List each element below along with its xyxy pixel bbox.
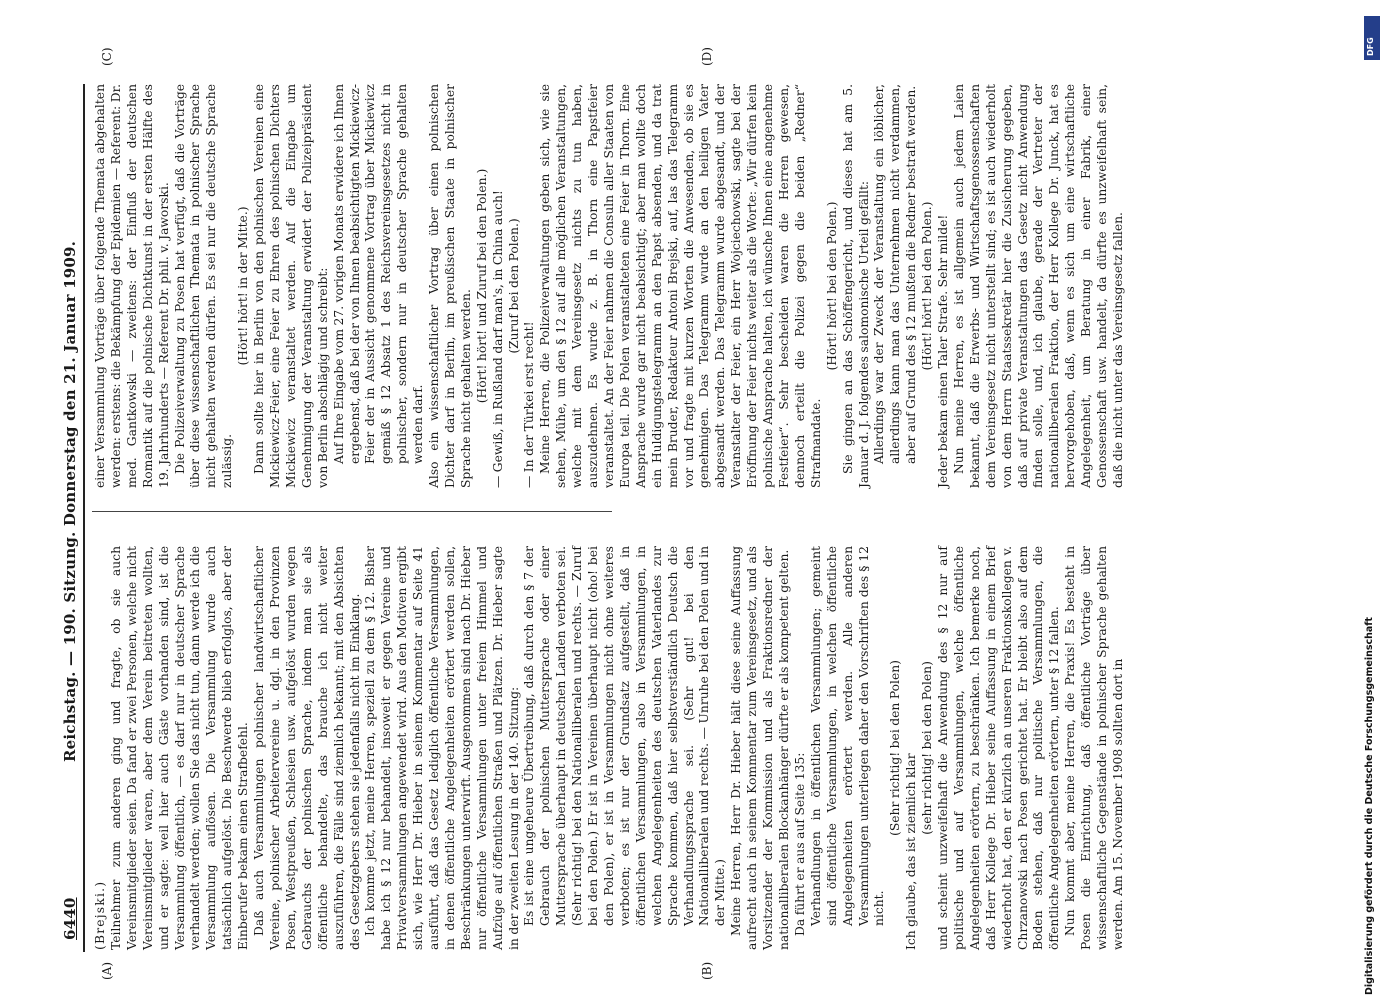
- paragraph: Teilnehmer zum anderen ging und fragte, ob sie auch Vereinsmitglieder seien. Da fand er zwei Personen, welche nicht Vereinsmitglieder waren, aber dem Verein beitreten wollten, und er sagte: weil hier auch Gäste vorhanden sind, ist die Versammlung öffentlich, — es darf nur in deutscher Sprache verhandelt werden; wollen Sie das nicht tun, dann werde ich die Versammlung auflösen. Die Versammlung wurde auch tatsächlich aufgelöst. Die Beschwerde blieb erfolglos, aber der Einberufer bekam einen Strafbefehl.: [108, 546, 251, 950]
- page-title: Reichstag. — 190. Sitzung. Donnerstag den 21. Januar 1909.: [61, 240, 79, 762]
- margin-mark-c: (C): [100, 47, 114, 66]
- margin-mark-d: (D): [700, 47, 714, 66]
- paragraph: Meine Herren, Herr Dr. Hieber hält diese seine Auffassung aufrecht auch in seinem Kommentar zum Vereinsgesetz, und als Vorsitzender der Kommission und als Fraktionsredner der nationalliberalen Blockanhänger dürfte er als kompetent gelten.: [729, 546, 791, 950]
- paragraph: — In der Türkei erst recht!: [522, 321, 537, 488]
- paragraph: Ich glaube, das ist ziemlich klar: [904, 753, 919, 950]
- interjection: (Hört! hört! und Zuruf bei den Polen.): [474, 168, 489, 404]
- paragraph: Nun meine Herren, es ist allgemein auch jedem Laien bekannt, daß die Erwerbs- und Wirtschaftsgenossenschaften dem Vereinsgesetz nicht unterstellt sind; es ist auch wiederholt von dem Herrn Staatssekretär hier die Zusicherung gegeben, daß auf private Veranstaltungen das Gesetz nicht Anwendung finden solle, und, ich glaube, gerade der Vertreter der nationalliberalen Fraktion, der Herr Kollege Dr. Junck, hat es hervorgehoben, daß, wenn es sich um eine wirtschaftliche Angelegenheit, um Beratung in einer Fabrik, einer Genossenschaft usw. handelt, da dürfte es unzweifelhaft sein, daß die nicht unter das Vereinsgesetz fallen.: [951, 84, 1125, 488]
- paragraph: Dann sollte hier in Berlin von den polnischen Vereinen eine Mickiewicz-Feier, eine Feier zu Ehren des polnischen Dichters Mickiewicz veranstaltet werden. Auf die Eingabe um Genehmigung der Veranstaltung erwidert der Polizeipräsident von Berlin abschlägig und schreibt:: [252, 84, 330, 488]
- paragraph: einer Versammlung Vorträge über folgende Themata abgehalten werden: erstens: die Bekämpfung der Epidemien — Referent: Dr. med. Gantkowski — zweitens: der Einfluß der deutschen Romantik auf die polnische Dichtkunst in der ersten Hälfte des 19. Jahrhunderts — Referent Dr. phil. v. Jaworski.: [93, 84, 171, 488]
- paragraph: Sie gingen an das Schöffengericht, und dieses hat am 5. Januar d. J. folgendes salomonische Urteil gefällt:: [840, 84, 871, 488]
- interjection: (Hört! hört! bei den Polen.): [824, 201, 839, 371]
- paragraph: Verhandlungen in öffentlichen Versammlungen; gemeint sind öffentliche Versammlungen, in welchen öffentliche Angelegenheiten erörtert werden. Alle anderen Versammlungen unterliegen daher den Vorschriften des § 12 nicht.: [808, 546, 887, 926]
- interjection: (Hört! hört! in der Mitte.): [236, 206, 251, 366]
- interjection: (Zuruf bei den Polen.): [506, 218, 521, 354]
- paragraph: Also ein wissenschaftlicher Vortrag über einen polnischen Dichter darf in Berlin, im preußischen Staate in polnischer Sprache nicht gehalten werden.: [427, 84, 473, 488]
- paragraph: Daß auch Versammlungen polnischer landwirtschaftlicher Vereine, polnischer Arbeitervereine u. dgl. in den Provinzen Posen, Westpreußen, Schlesien usw. aufgelöst wurden wegen Gebrauchs der polnischen Sprache, indem man sie als öffentliche behandelte, das brauche ich nicht weiter auszuführen, die Fälle sind ziemlich bekannt; mit den Absichten des Gesetzgebers stehen sie jedenfalls nicht im Einklang.: [252, 546, 362, 950]
- header-rule: [83, 84, 85, 952]
- paragraph: Jeder bekam einen Taler Strafe. Sehr milde!: [936, 214, 951, 488]
- margin-mark-a: (A): [100, 961, 114, 980]
- left-column: [93, 546, 1127, 950]
- interjection: (sehr richtig! bei den Polen): [920, 661, 935, 835]
- paragraph: Nun kommt aber, meine Herren, die Praxis! Es besteht in Posen die Einrichtung, daß öffentliche Vorträge über wissenschaftliche Gegenstände in polnischer Sprache gehalten werden. Am 15. November 1908 sollten dort in: [1063, 546, 1125, 950]
- paragraph: und scheint unzweifelhaft die Anwendung des § 12 nur auf politische und auf Versammlungen, welche öffentliche Angelegenheiten erörtern, zu beschränken. Ich bemerke noch, daß Herr Kollege Dr. Hieber seine Auffassung in einem Brief wiederholt hat, den er kürzlich an unseren Fraktionskollegen v. Chrzanowski nach Posen gerichtet hat. Er bleibt also auf dem Boden stehen, daß nur politische Versammlungen, die öffentliche Angelegenheiten erörtern, unter § 12 fallen.: [936, 546, 1062, 950]
- digitization-sidebar: [1361, 10, 1383, 1000]
- paragraph: Ich komme jetzt, meine Herren, speziell zu dem § 12. Bisher habe ich § 12 nur behandelt, insoweit er gegen Vereine und Privatversammlungen angewendet wird. Aus den Motiven ergibt sich, wie Herr Dr. Hieber in seinem Kommentar auf Seite 41 ausführt, daß das Gesetz lediglich öffentliche Versammlungen, in denen öffentliche Angelegenheiten erörtert werden sollen, Beschränkungen unterwirft. Ausgenommen sind nach Dr. Hieber nur öffentliche Versammlungen unter freiem Himmel und Aufzüge auf öffentlichen Straßen und Plätzen. Dr. Hieber sagte in der zweiten Lesung in der 140. Sitzung:: [363, 546, 521, 950]
- right-column: [93, 84, 1127, 488]
- paragraph: Allerdings war der Zweck der Veranstaltung ein löblicher, allerdings kann man das Unternehmen nicht verdammen, aber auf Grund des § 12 mußten die Redner bestraft werden.: [872, 84, 919, 464]
- interjection: (Sehr richtig! bei den Polen): [888, 660, 903, 836]
- digitization-note: Digitalisierung gefördert durch die Deutsche Forschungsgemeinschaft: [1364, 617, 1375, 995]
- column-divider: [92, 511, 612, 512]
- paragraph: Es ist eine ungeheure Übertreibung, daß durch den § 7 der Gebrauch der polnischen Muttersprache oder einer Muttersprache überhaupt in deutschen Landen verboten sei. (Sehr richtig! bei den Nationalliberalen und rechts. — Zuruf bei den Polen.) Er ist in Vereinen überhaupt nicht (oho! bei den Polen), er ist in Versammlungen nicht ohne weiteres verboten; es ist nur der Grundsatz aufgestellt, daß in öffentlichen Versammlungen, also in Versammlungen, in welchen Angelegenheiten des deutschen Vaterlandes zur Sprache kommen, daß hier selbstverständlich Deutsch die Verhandlungssprache sei. (Sehr gut! bei den Nationalliberalen und rechts. — Unruhe bei den Polen und in der Mitte.): [522, 546, 728, 926]
- paragraph: Meine Herren, die Polizeiverwaltungen geben sich, wie sie sehen, Mühe, um den § 12 auf alle möglichen Veranstaltungen, welche mit dem Vereinsgesetz nichts zu tun haben, auszudehnen. Es wurde z. B. in Thorn eine Papstfeier veranstaltet. An der Feier nahmen die Consuln aller Staaten von Europa teil. Die Polen veranstalteten eine Feier in Thorn. Eine Ansprache wurde gar nicht beabsichtigt; aber man wollte doch ein Huldigungstelegramm an den Papst absenden, und da trat mein Bruder, Redakteur Antoni Brejski, auf, las das Telegramm vor und fragte mit kurzen Worten die Anwesenden, ob sie es genehmigen. Das Telegramm wurde an den heiligen Vater abgesandt werden. Das Telegramm wurde abgesandt, und der Veranstalter der Feier, ein Herr Wojciechowski, sagte bei der Eröffnung der Feier nichts weiter als die Worte: „Wir dürfen kein polnische Ansprache halten, ich wünsche Ihnen eine angenehme Festfeier“. Sehr bescheiden waren die Herren gewesen, dennoch erteilt die Polizei gegen die beiden „Redner“ Strafmandate.: [538, 84, 823, 488]
- paragraph: Da führt er aus auf Seite 135:: [792, 752, 807, 936]
- interjection: (Hört! hört! bei den Polen.): [920, 201, 935, 371]
- dfg-logo: [1364, 16, 1380, 60]
- dfg-logo-text: DFG: [1366, 37, 1375, 56]
- paragraph: — Gewiß, in Rußland darf man's, in China auch!: [490, 190, 505, 488]
- paragraph: Die Polizeiverwaltung zu Posen hat verfügt, daß die Vorträge über diese wissenschaftlichen Themata in polnischer Sprache nicht gehalten werden dürfen. Es sei nur die deutsche Sprache zulässig.: [172, 84, 235, 488]
- page-number: 6440: [61, 897, 79, 940]
- margin-mark-b: (B): [700, 961, 714, 980]
- paragraph: Auf Ihre Eingabe vom 27. vorigen Monats erwidere ich Ihnen ergebenst, daß bei der von Ihnen beabsichtigten Mickiewicz-Feier der in Aussicht genommene Vortrag über Mickiewicz gemäß § 12 Absatz 1 des Reichsvereinsgesetzes nicht in polnischer, sondern nur in deutscher Sprache gehalten werden darf.: [331, 84, 426, 464]
- page-header: [57, 84, 83, 952]
- speaker-name: (Brejski.): [93, 880, 107, 950]
